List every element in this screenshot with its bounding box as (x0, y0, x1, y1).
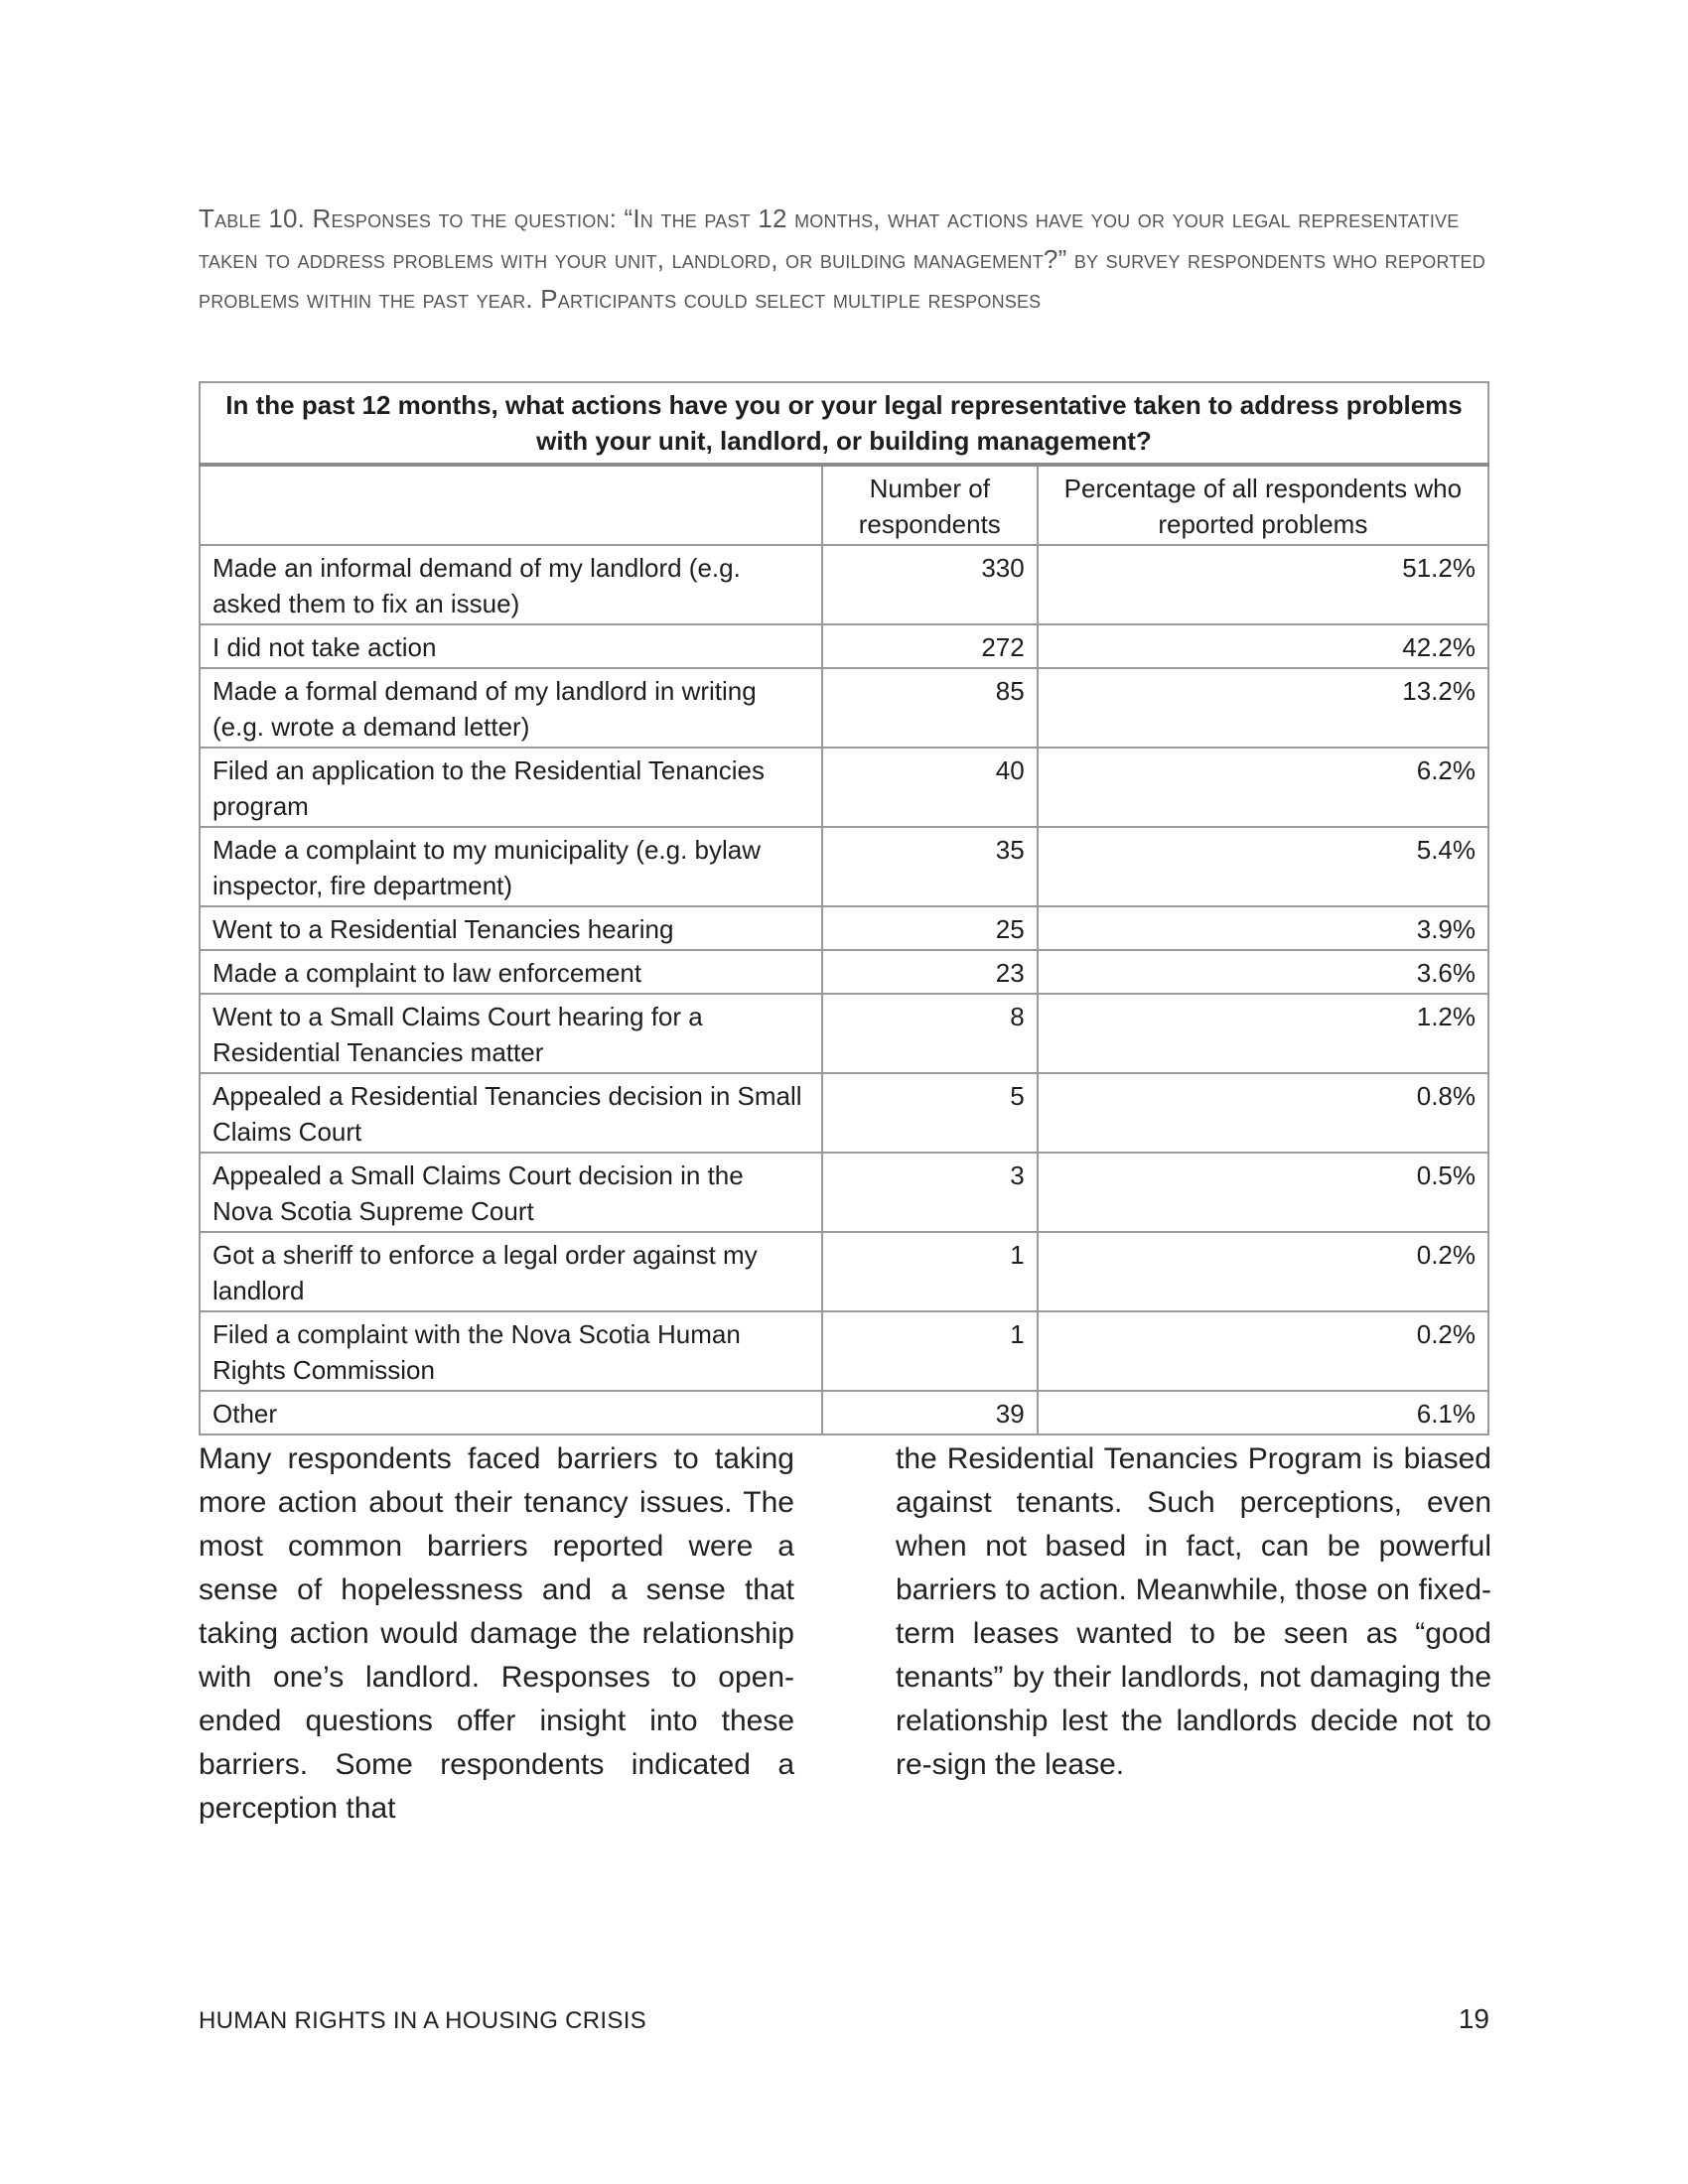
table-row (200, 994, 1488, 1073)
header-action (200, 465, 822, 545)
percent-cell: 3.6% (1038, 950, 1488, 994)
action-cell: Other (200, 1391, 822, 1434)
number-cell: 272 (822, 624, 1038, 668)
action-cell: Went to a Small Claims Court hearing for a Residential Tenancies matter (200, 994, 822, 1073)
number-cell: 1 (822, 1232, 1038, 1311)
table-caption: Table 10. Responses to the question: “In the past 12 months, what actions have you or your legal representative taken to address problems with your unit, landlord, or building management?” by survey respondents who reported problems within the past year. Participants could select multiple responses (199, 204, 1485, 314)
table-title: In the past 12 months, what actions have you or your legal representative taken to address problems with your unit, landlord, or building management? (200, 382, 1488, 465)
percent-cell: 6.1% (1038, 1391, 1488, 1434)
table-row (200, 545, 1488, 624)
percent-cell: 3.9% (1038, 906, 1488, 950)
percent-cell: 51.2% (1038, 545, 1488, 624)
action-cell: Made a complaint to my municipality (e.g. bylaw inspector, fire department) (200, 827, 822, 906)
table-header-row (200, 465, 1488, 545)
table-row (200, 1073, 1488, 1153)
number-cell: 40 (822, 748, 1038, 827)
number-cell: 35 (822, 827, 1038, 906)
body-text-right-column: the Residential Tenancies Program is biased against tenants. Such perceptions, even when not based in fact, can be powerful barriers to action. Meanwhile, those on fixed-term leases wanted to be seen as “good tenants” by their landlords, not damaging the relationship lest the landlords decide not to re-sign the lease. (896, 1442, 1491, 1781)
table-row (200, 624, 1488, 668)
footer-page-number: 19 (1458, 2003, 1489, 2034)
table-row (200, 950, 1488, 994)
number-cell: 25 (822, 906, 1038, 950)
table-row (200, 748, 1488, 827)
table-row (200, 1311, 1488, 1391)
number-cell: 85 (822, 668, 1038, 748)
number-cell: 1 (822, 1311, 1038, 1391)
survey-responses-table (199, 381, 1489, 1435)
action-cell: Filed an application to the Residential Tenancies program (200, 748, 822, 827)
table-body (200, 545, 1488, 1434)
table-row (200, 827, 1488, 906)
body-text-left-column: Many respondents faced barriers to taking more action about their tenancy issues. The most common barriers reported were a sense of hopelessness and a sense that taking action would damage the relationship with one’s landlord. Responses to open-ended questions offer insight into these barriers. Some respondents indicated a perception that (199, 1442, 794, 1825)
action-cell: Appealed a Residential Tenancies decision in Small Claims Court (200, 1073, 822, 1153)
number-cell: 8 (822, 994, 1038, 1073)
table-row (200, 906, 1488, 950)
table-row (200, 1391, 1488, 1434)
footer-document-title: HUMAN RIGHTS IN A HOUSING CRISIS (199, 2007, 646, 2034)
action-cell: Made a formal demand of my landlord in writing (e.g. wrote a demand letter) (200, 668, 822, 748)
header-percentage: Percentage of all respondents who reported problems (1038, 465, 1488, 545)
action-cell: Made an informal demand of my landlord (e.g. asked them to fix an issue) (200, 545, 822, 624)
table-row (200, 1232, 1488, 1311)
percent-cell: 13.2% (1038, 668, 1488, 748)
number-cell: 330 (822, 545, 1038, 624)
table-row (200, 1153, 1488, 1232)
number-cell: 23 (822, 950, 1038, 994)
percent-cell: 6.2% (1038, 748, 1488, 827)
number-cell: 39 (822, 1391, 1038, 1434)
action-cell: Went to a Residential Tenancies hearing (200, 906, 822, 950)
number-cell: 5 (822, 1073, 1038, 1153)
action-cell: I did not take action (200, 624, 822, 668)
number-cell: 3 (822, 1153, 1038, 1232)
percent-cell: 1.2% (1038, 994, 1488, 1073)
header-number-of-respondents: Number of respondents (822, 465, 1038, 545)
action-cell: Got a sheriff to enforce a legal order against my landlord (200, 1232, 822, 1311)
action-cell: Made a complaint to law enforcement (200, 950, 822, 994)
table-title-row (200, 382, 1488, 465)
percent-cell: 0.8% (1038, 1073, 1488, 1153)
percent-cell: 0.5% (1038, 1153, 1488, 1232)
action-cell: Filed a complaint with the Nova Scotia Human Rights Commission (200, 1311, 822, 1391)
percent-cell: 5.4% (1038, 827, 1488, 906)
percent-cell: 42.2% (1038, 624, 1488, 668)
action-cell: Appealed a Small Claims Court decision in the Nova Scotia Supreme Court (200, 1153, 822, 1232)
percent-cell: 0.2% (1038, 1232, 1488, 1311)
percent-cell: 0.2% (1038, 1311, 1488, 1391)
table-row (200, 668, 1488, 748)
